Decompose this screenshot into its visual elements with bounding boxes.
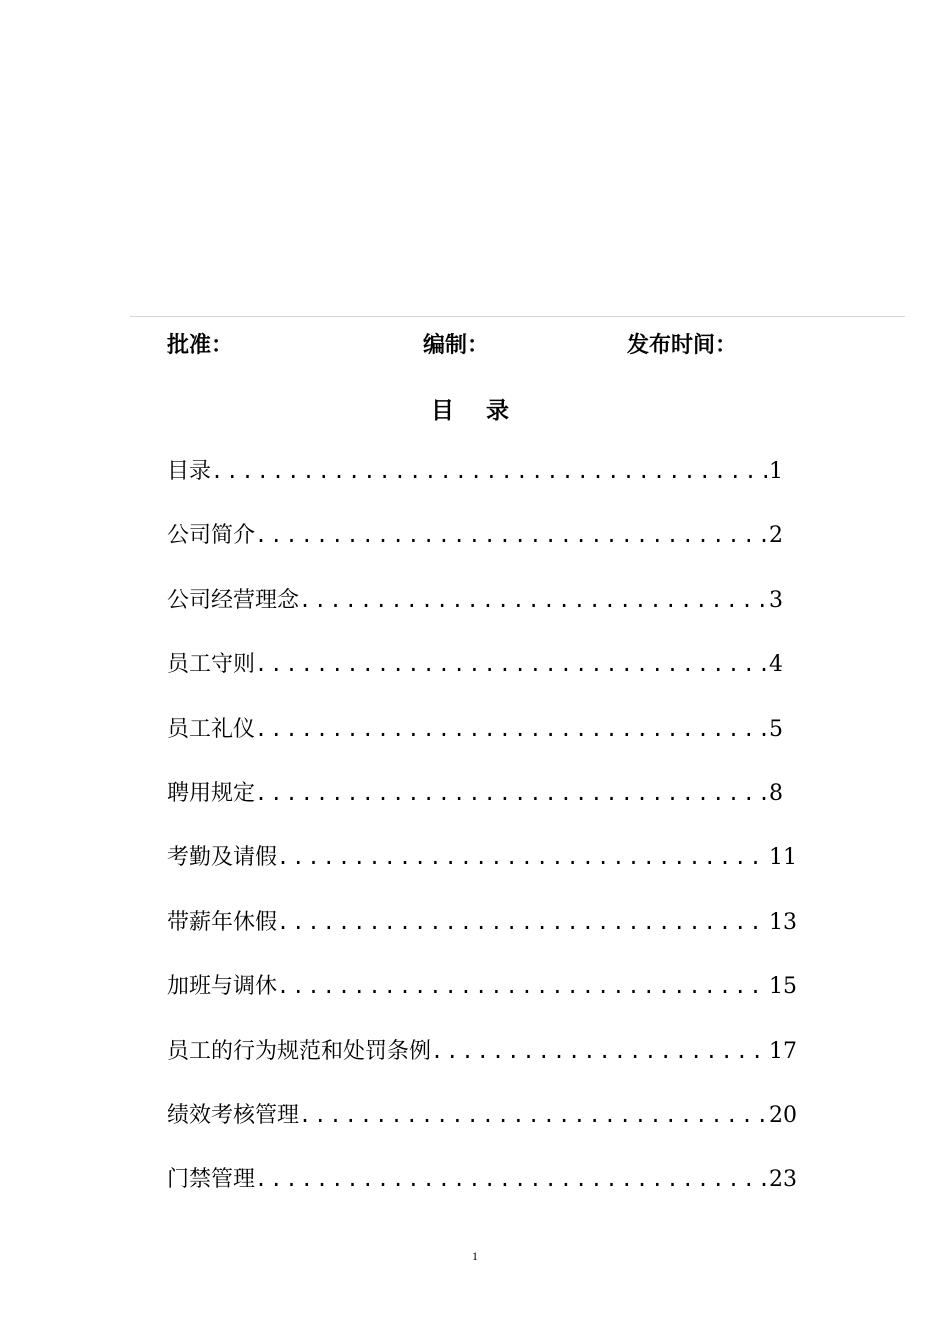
page-number: 1 <box>472 1249 478 1263</box>
toc-entry-page: 5 <box>769 716 783 742</box>
toc-entry[interactable] <box>167 454 807 518</box>
toc-leader-dots <box>255 523 767 547</box>
toc-entry[interactable] <box>167 1098 807 1162</box>
toc-entry-page: 23 <box>769 1167 797 1193</box>
toc-leader-dots <box>255 717 767 741</box>
toc-leader-dots <box>277 845 767 869</box>
toc-entry-label: 考勤及请假 <box>167 845 278 871</box>
toc-title-right: 录 <box>486 398 509 424</box>
toc-leader-dots <box>211 459 767 483</box>
toc-leader-dots <box>277 974 767 998</box>
toc-entry-label: 员工的行为规范和处罚条例 <box>167 1038 432 1064</box>
toc-entry-page: 3 <box>769 587 783 613</box>
toc-leader-dots <box>299 588 767 612</box>
toc-entry-label: 绩效考核管理 <box>167 1102 300 1128</box>
toc-leader-dots <box>255 652 767 676</box>
top-divider <box>130 316 905 317</box>
toc-title-left: 目 <box>431 398 454 424</box>
toc-leader-dots <box>431 1039 767 1063</box>
toc-entry-label: 员工礼仪 <box>167 716 256 742</box>
toc-entry-label: 员工守则 <box>167 652 256 678</box>
toc-entry-label: 带薪年休假 <box>167 909 278 935</box>
toc-entry-page: 1 <box>769 459 783 484</box>
toc-entry-label: 公司经营理念 <box>167 587 300 613</box>
toc-entry-page: 17 <box>769 1038 797 1064</box>
toc-entry-label: 聘用规定 <box>167 780 256 806</box>
toc-entry-page: 15 <box>769 974 797 1000</box>
toc-entry[interactable] <box>167 1162 807 1226</box>
release-date-label: 发布时间： <box>627 333 738 358</box>
signature-row <box>0 328 950 364</box>
toc-entry-page: 2 <box>769 523 783 549</box>
toc-leader-dots <box>277 910 767 934</box>
toc-entry[interactable] <box>167 583 807 647</box>
toc-leader-dots <box>299 1103 767 1127</box>
toc-entry-label: 加班与调休 <box>167 974 278 1000</box>
toc-entry-page: 8 <box>769 780 783 806</box>
toc-entry-page: 13 <box>769 909 797 935</box>
toc-entry[interactable] <box>167 647 807 711</box>
toc-entry-label: 门禁管理 <box>167 1167 256 1193</box>
toc-leader-dots <box>255 1167 767 1191</box>
toc-entry[interactable] <box>167 712 807 776</box>
toc-entry-page: 4 <box>769 652 783 678</box>
toc-entry[interactable] <box>167 969 807 1033</box>
toc-entry-label: 公司简介 <box>167 523 256 549</box>
table-of-contents <box>167 454 807 1227</box>
toc-entry[interactable] <box>167 518 807 582</box>
approve-label: 批准： <box>167 333 234 358</box>
toc-entry[interactable] <box>167 840 807 904</box>
toc-leader-dots <box>255 781 767 805</box>
toc-entry-page: 11 <box>769 845 797 871</box>
toc-title <box>0 392 950 425</box>
toc-entry-label: 目录 <box>167 459 212 484</box>
toc-entry-page: 20 <box>769 1102 797 1128</box>
toc-entry[interactable] <box>167 776 807 840</box>
toc-entry[interactable] <box>167 1034 807 1098</box>
toc-entry[interactable] <box>167 905 807 969</box>
edit-label: 编制： <box>423 333 490 358</box>
